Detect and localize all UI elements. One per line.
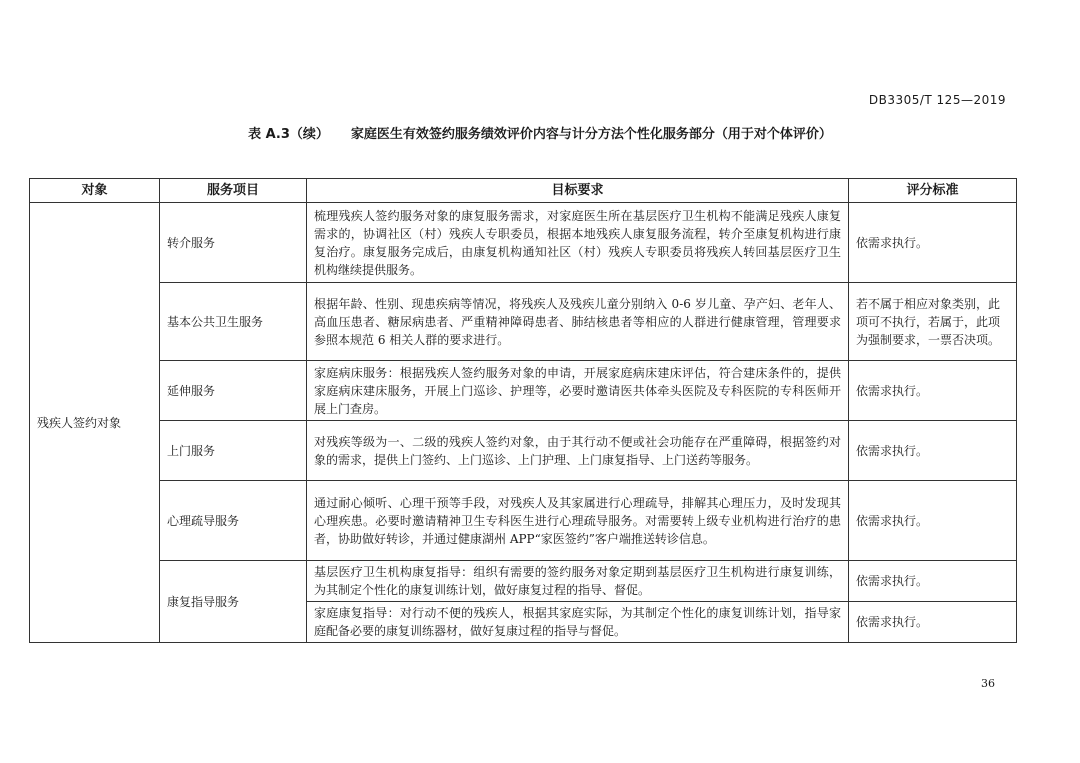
table-row xyxy=(30,421,1017,481)
subject-cell: 残疾人签约对象 xyxy=(30,203,160,643)
service-item-cell: 心理疏导服务 xyxy=(160,481,307,561)
service-item-cell: 转介服务 xyxy=(160,203,307,283)
table-header-row xyxy=(30,179,1017,203)
column-header-requirement: 目标要求 xyxy=(307,179,849,203)
requirement-cell: 根据年龄、性别、现患疾病等情况，将残疾人及残疾儿童分别纳入 0-6 岁儿童、孕产妇、老年人、高血压患者、糖尿病患者、严重精神障碍患者、肺结核患者等相应的人群进行健康管理，管理要求参照本规范 6 相关人群的要求进行。 xyxy=(307,283,849,361)
scoring-cell: 依需求执行。 xyxy=(849,561,1017,602)
table-title: 家庭医生有效签约服务绩效评价内容与计分方法个性化服务部分（用于对个体评价） xyxy=(350,127,832,142)
service-item-cell: 上门服务 xyxy=(160,421,307,481)
scoring-cell: 依需求执行。 xyxy=(849,481,1017,561)
table-row xyxy=(30,561,1017,602)
service-item-cell: 康复指导服务 xyxy=(160,561,307,643)
column-header-scoring: 评分标准 xyxy=(849,179,1017,203)
table-number: 表 A.3（续） xyxy=(248,127,329,142)
requirement-cell: 梳理残疾人签约服务对象的康复服务需求，对家庭医生所在基层医疗卫生机构不能满足残疾人康复需求的，协调社区（村）残疾人专职委员，根据本地残疾人康复服务流程，转介至康复机构进行康复治疗。康复服务完成后，由康复机构通知社区（村）残疾人专职委员将残疾人转回基层医疗卫生机构继续提供服务。 xyxy=(307,203,849,283)
requirement-cell: 基层医疗卫生机构康复指导：组织有需要的签约服务对象定期到基层医疗卫生机构进行康复训练，为其制定个性化的康复训练计划，做好康复过程的指导、督促。 xyxy=(307,561,849,602)
service-item-cell: 延伸服务 xyxy=(160,361,307,421)
table-caption xyxy=(0,123,1080,142)
page-number: 36 xyxy=(981,677,995,690)
column-header-service-item: 服务项目 xyxy=(160,179,307,203)
document-code: DB3305/T 125—2019 xyxy=(868,93,1006,107)
scoring-cell: 依需求执行。 xyxy=(849,602,1017,643)
scoring-cell: 依需求执行。 xyxy=(849,203,1017,283)
evaluation-table xyxy=(29,178,1017,643)
requirement-cell: 对残疾等级为一、二级的残疾人签约对象，由于其行动不便或社会功能存在严重障碍，根据签约对象的需求，提供上门签约、上门巡诊、上门护理、上门康复指导、上门送药等服务。 xyxy=(307,421,849,481)
table-row xyxy=(30,283,1017,361)
table-row xyxy=(30,361,1017,421)
table-row xyxy=(30,203,1017,283)
service-item-cell: 基本公共卫生服务 xyxy=(160,283,307,361)
table-row xyxy=(30,481,1017,561)
requirement-cell: 家庭康复指导：对行动不便的残疾人，根据其家庭实际，为其制定个性化的康复训练计划，指导家庭配备必要的康复训练器材，做好复康过程的指导与督促。 xyxy=(307,602,849,643)
requirement-cell: 通过耐心倾听、心理干预等手段，对残疾人及其家属进行心理疏导，排解其心理压力，及时发现其心理疾患。必要时邀请精神卫生专科医生进行心理疏导服务。对需要转上级专业机构进行治疗的患者，协助做好转诊，并通过健康湖州 APP“家医签约”客户端推送转诊信息。 xyxy=(307,481,849,561)
requirement-cell: 家庭病床服务：根据残疾人签约服务对象的申请，开展家庭病床建床评估，符合建床条件的，提供家庭病床建床服务，开展上门巡诊、护理等，必要时邀请医共体牵头医院及专科医院的专科医师开展上门查房。 xyxy=(307,361,849,421)
scoring-cell: 若不属于相应对象类别，此项可不执行，若属于，此项为强制要求，一票否决项。 xyxy=(849,283,1017,361)
column-header-subject: 对象 xyxy=(30,179,160,203)
scoring-cell: 依需求执行。 xyxy=(849,421,1017,481)
scoring-cell: 依需求执行。 xyxy=(849,361,1017,421)
